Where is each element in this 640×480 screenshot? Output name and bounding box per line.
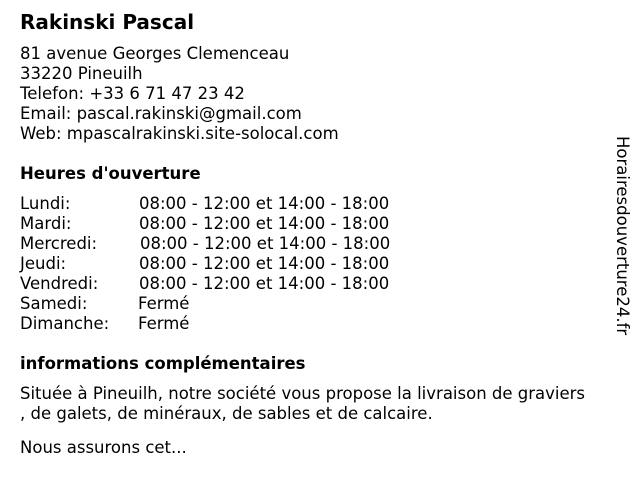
time-value: Fermé	[138, 294, 190, 313]
watermark: Horairesdouverture24.fr	[613, 136, 632, 336]
business-name: Rakinski Pascal	[20, 10, 195, 34]
time-value: 08:00 - 12:00 et 14:00 - 18:00	[139, 214, 390, 233]
day-label: Dimanche:	[20, 314, 110, 333]
description-line: Située à Pineuilh, notre société vous propose la livraison de graviers	[20, 384, 586, 403]
address-line-street: 81 avenue Georges Clemenceau	[20, 44, 290, 63]
hours-row-saturday	[20, 294, 440, 314]
hours-table	[20, 194, 440, 334]
address-line-city: 33220 Pineuilh	[20, 64, 143, 83]
time-value: Fermé	[138, 314, 190, 333]
day-label: Samedi:	[20, 294, 88, 313]
phone-line: Telefon: +33 6 71 47 23 42	[20, 84, 245, 103]
web-line: Web: mpascalrakinski.site-solocal.com	[20, 124, 339, 143]
email-line: Email: pascal.rakinski@gmail.com	[20, 104, 302, 123]
day-label: Vendredi:	[20, 274, 99, 293]
hours-row-sunday	[20, 314, 440, 334]
time-value: 08:00 - 12:00 et 14:00 - 18:00	[139, 274, 390, 293]
day-label: Mercredi:	[20, 234, 98, 253]
description	[20, 384, 620, 424]
info-heading: informations complémentaires	[20, 354, 306, 373]
hours-row-tuesday	[20, 214, 440, 234]
more-text: Nous assurons cet...	[20, 438, 187, 457]
hours-row-friday	[20, 274, 440, 294]
time-value: 08:00 - 12:00 et 14:00 - 18:00	[139, 254, 390, 273]
hours-row-thursday	[20, 254, 440, 274]
day-label: Jeudi:	[20, 254, 67, 273]
day-label: Lundi:	[20, 194, 71, 213]
hours-row-monday	[20, 194, 440, 214]
hours-row-wednesday	[20, 234, 440, 254]
hours-heading: Heures d'ouverture	[20, 164, 201, 183]
time-value: 08:00 - 12:00 et 14:00 - 18:00	[139, 194, 390, 213]
time-value: 08:00 - 12:00 et 14:00 - 18:00	[140, 234, 391, 253]
description-line: , de galets, de minéraux, de sables et de calcaire.	[20, 404, 433, 423]
day-label: Mardi:	[20, 214, 72, 233]
contact-block	[20, 44, 339, 144]
